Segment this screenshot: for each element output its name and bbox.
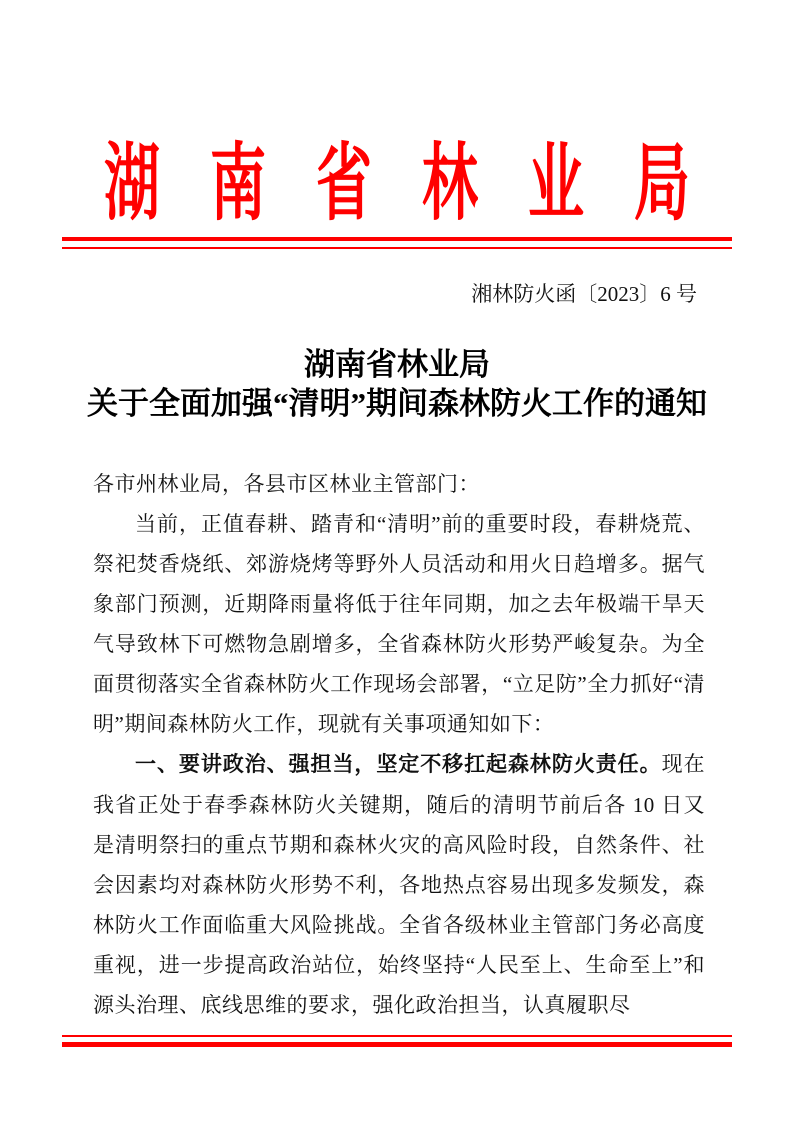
salutation: 各市州林业局，各县市区林业主管部门：	[93, 472, 480, 496]
document-body	[93, 464, 705, 1025]
document-title	[0, 345, 794, 423]
header-separator-thin-rule	[62, 247, 732, 249]
document-reference-number: 湘林防火函〔2023〕6 号	[471, 282, 697, 306]
document-title-line-1: 湖南省林业局	[304, 347, 490, 382]
document-title-line-2: 关于全面加强“清明”期间森林防火工作的通知	[87, 386, 707, 421]
header-separator	[62, 237, 732, 249]
footer-separator-thin-rule	[62, 1035, 732, 1037]
footer-separator	[62, 1035, 732, 1047]
footer-separator-thick-rule	[62, 1042, 732, 1047]
section-1-text: 现在我省正处于春季森林防火关键期，随后的清明节前后各 10 日又是清明祭扫的重点节期和森林火灾的高风险时段，自然条件、社会因素均对森林防火形势不利，各地热点容易出现多发频发，森林防火工作面临重大风险挑战。全省各级林业主管部门务必高度重视，进一步提高政治站位，始终坚持“人民至上、生命至上”和源头治理、底线思维的要求，强化政治担当，认真履职尽	[93, 752, 706, 1017]
header-separator-thick-rule	[62, 237, 732, 241]
intro-paragraph: 当前，正值春耕、踏青和“清明”前的重要时段，春耕烧荒、祭祀焚香烧纸、郊游烧烤等野外人员活动和用火日趋增多。据气象部门预测，近期降雨量将低于往年同期，加之去年极端干旱天气导致林下可燃物急剧增多，全省森林防火形势严峻复杂。为全面贯彻落实全省森林防火工作现场会部署，“立足防”全力抓好“清明”期间森林防火工作，现就有关事项通知如下：	[93, 512, 705, 736]
section-1-heading: 一、要讲政治、强担当，坚定不移扛起森林防火责任。	[135, 753, 662, 776]
agency-masthead: 湖南省林业局	[104, 138, 740, 232]
section-1-paragraph	[93, 744, 705, 1025]
